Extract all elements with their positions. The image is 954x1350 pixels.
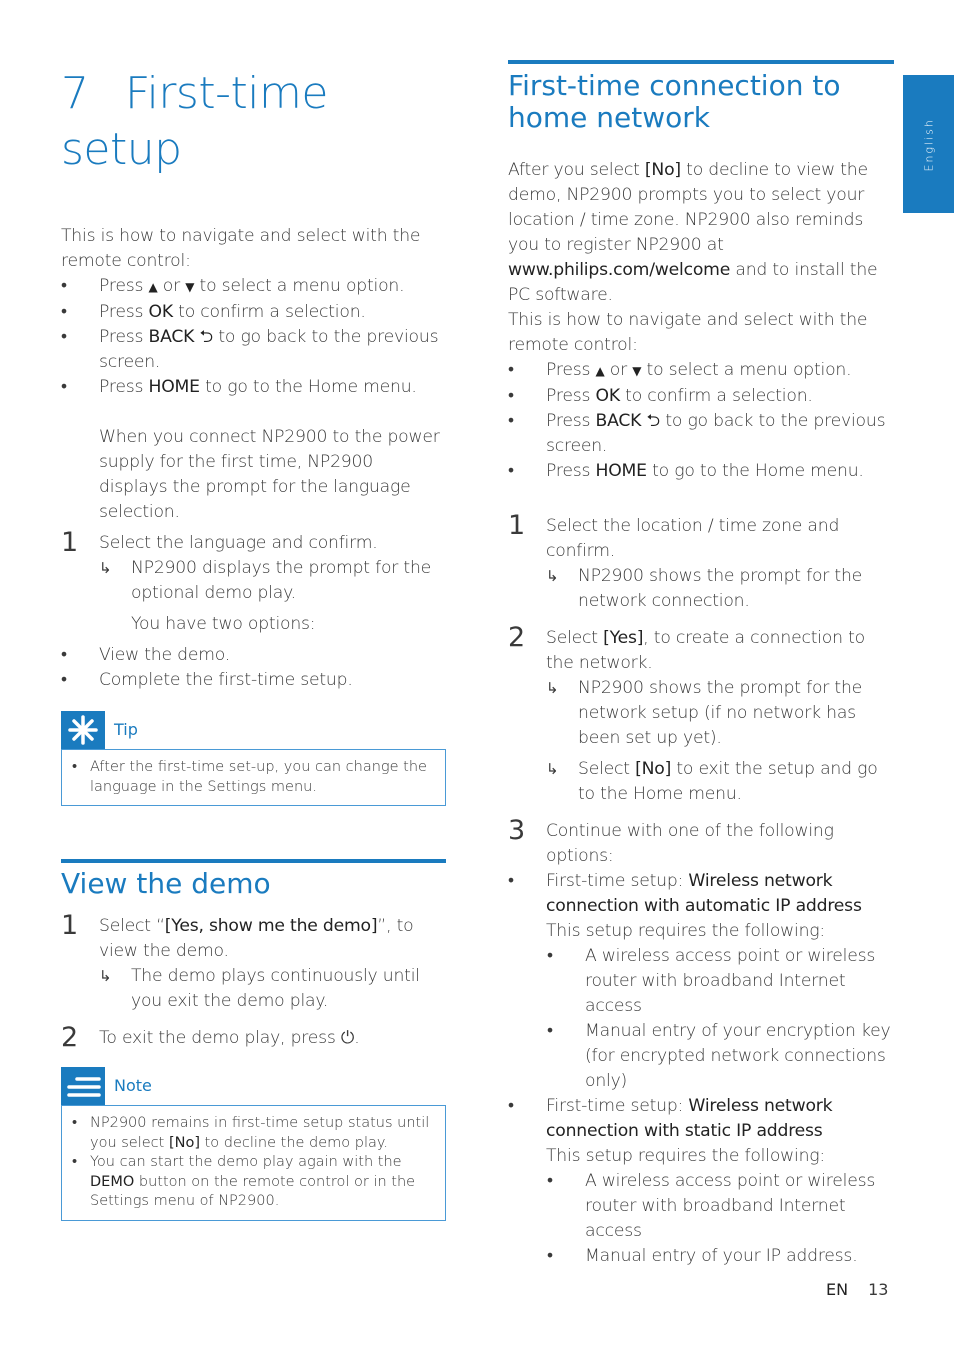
step-1: 1 Select the language and confirm. [61, 527, 378, 558]
network-intro: After you select [No] to decline to view the demo, NP2900 prompts you to select your location / time zone. NP2900 also reminds you to register NP2900 at www.philips.com/welcome and to install the PC software. [508, 160, 878, 305]
tip-icon [61, 711, 105, 749]
net-step-3: 3 Continue with one of the following options: [508, 815, 834, 866]
demo-step-1-result: ↳ The demo plays continuously until you exit the demo play. [99, 966, 420, 1011]
tip-label: Tip [114, 720, 138, 739]
left-column [61, 60, 446, 1221]
net-step-2-result: ↳ Select [No] to exit the setup and go to the Home menu. [546, 759, 878, 804]
net-step-1-result: ↳ NP2900 shows the prompt for the network connection. [546, 566, 863, 611]
note-box [61, 1105, 446, 1221]
arrow-icon: ↳ [99, 559, 112, 577]
section-rule [508, 60, 894, 64]
net-step-2-result: ↳ NP2900 shows the prompt for the network setup (if no network has been set up yet). [546, 678, 863, 748]
note-label: Note [114, 1076, 152, 1095]
net-step-1: 1 Select the location / time zone and confirm. [508, 510, 840, 561]
nav-item: • Press ▲ or ▼ to select a menu option. [508, 358, 894, 384]
net-step-2: 2 Select [Yes], to create a connection to the network. [508, 622, 865, 673]
note-header [61, 1067, 446, 1105]
option-item: • Complete the first-time setup. [61, 668, 446, 693]
nav-item: • Press BACK ⮌ to go back to the previous screen. [61, 325, 446, 375]
chapter-title [61, 66, 446, 178]
requirement-item: • A wireless access point or wireless router with broadband Internet access [508, 944, 894, 1019]
requirement-item: • Manual entry of your IP address. [508, 1244, 894, 1269]
arrow-icon: ↳ [546, 760, 559, 778]
tip-header [61, 711, 446, 749]
page-number: 13 [868, 1280, 889, 1299]
step-1-result: ↳ NP2900 displays the prompt for the optional demo play. [99, 558, 432, 603]
setup-option: • First-time setup: Wireless network connection with automatic IP address This setup requires the following: [508, 869, 894, 944]
setup-option: • First-time setup: Wireless network connection with static IP address This setup requires the following: [508, 1094, 894, 1169]
tip-box [61, 749, 446, 806]
nav-item: • Press BACK ⮌ to go back to the previous screen. [508, 409, 894, 459]
chapter-title-text: First-time setup [61, 68, 328, 175]
nav-intro: This is how to navigate and select with the remote control: [508, 310, 868, 355]
connect-text: When you connect NP2900 to the power supply for the first time, NP2900 displays the prompt for the language selection. [99, 427, 440, 522]
note-item: • You can start the demo play again with the DEMO button on the remote control or in the Settings menu of NP2900. [70, 1153, 433, 1212]
tip-item: • After the first-time set-up, you can change the language in the Settings menu. [70, 758, 433, 797]
nav-intro: This is how to navigate and select with the remote control: [61, 226, 421, 271]
section-title-view-demo: View the demo [61, 867, 271, 900]
nav-item: • Press ▲ or ▼ to select a menu option. [61, 274, 446, 300]
right-column [508, 60, 894, 1269]
requirement-item: • A wireless access point or wireless router with broadband Internet access [508, 1169, 894, 1244]
note-icon [61, 1067, 105, 1105]
chapter-number: 7 [61, 68, 89, 119]
nav-item: • Press HOME to go to the Home menu. [508, 459, 894, 484]
note-item: • NP2900 remains in first-time setup status until you select [No] to decline the demo play. [70, 1114, 433, 1153]
demo-step-2: 2 To exit the demo play, press ⏻. [61, 1022, 360, 1053]
arrow-icon: ↳ [99, 967, 112, 985]
demo-step-1: 1 Select “[Yes, show me the demo]”, to view the demo. [61, 910, 414, 961]
section-rule [61, 859, 446, 863]
nav-item: • Press OK to confirm a selection. [61, 300, 446, 325]
arrow-icon: ↳ [546, 679, 559, 697]
nav-item: • Press HOME to go to the Home menu. [61, 375, 446, 400]
footer-lang: EN [826, 1280, 849, 1299]
option-item: • View the demo. [61, 643, 446, 668]
nav-item: • Press OK to confirm a selection. [508, 384, 894, 409]
section-title-network: First-time connection to home network [508, 69, 841, 134]
language-tab [903, 75, 954, 213]
arrow-icon: ↳ [546, 567, 559, 585]
language-label: English [922, 118, 936, 172]
requirement-item: • Manual entry of your encryption key (for encrypted network connections only) [508, 1019, 894, 1094]
options-intro: You have two options: [131, 614, 316, 634]
page-footer [826, 1280, 888, 1299]
